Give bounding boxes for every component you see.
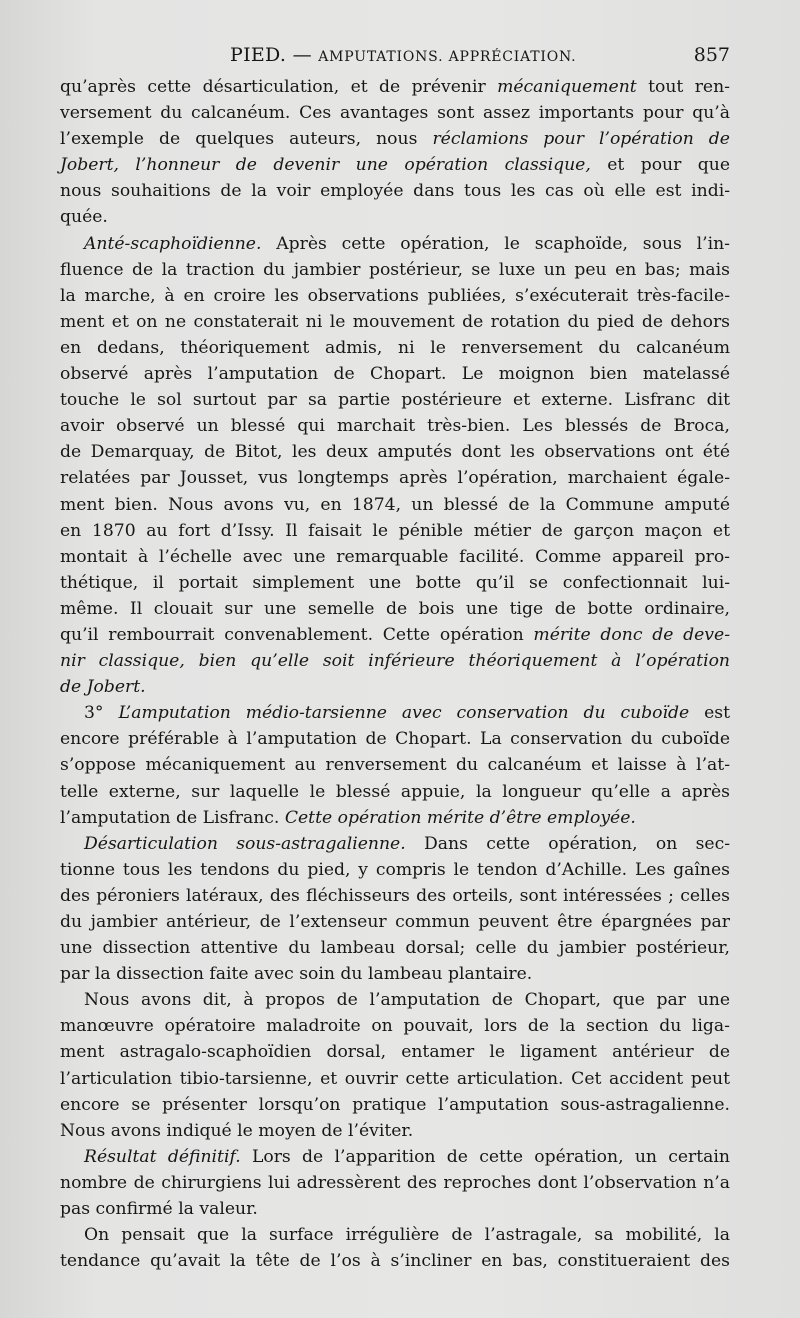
text-segment: Après cette opération, le scaphoïde, sous l’in-: [261, 233, 730, 254]
text-segment: du jambier antérieur, de l’extenseur commun peuvent être épargnées par: [60, 912, 730, 932]
text-line: [60, 439, 730, 465]
text-segment: Nous avons indiqué le moyen de l’éviter.: [60, 1120, 414, 1141]
text-segment: 3°: [84, 703, 119, 724]
text-segment: thétique, il portait simplement une botte qu’il se confectionnait lui-: [60, 572, 730, 593]
text-segment: telle externe, sur laquelle le blessé appuie, la longueur qu’elle a après: [60, 781, 730, 802]
italic-text: nir classique, bien qu’elle soit inférieure théoriquement à l’opération: [60, 651, 730, 672]
text-segment: ment bien. Nous avons vu, en 1874, un blessé de la Commune amputé: [60, 494, 730, 515]
text-segment: et pour que: [590, 155, 730, 176]
text-segment: par la dissection faite avec soin du lambeau plantaire.: [60, 964, 533, 985]
text-line: [60, 883, 730, 909]
text-line: [60, 596, 730, 622]
text-line: [60, 805, 730, 831]
text-segment: qu’après cette désarticulation, et de prévenir: [60, 77, 498, 97]
italic-text: mérite donc de deve-: [533, 624, 730, 645]
text-line: [60, 492, 730, 518]
text-line: [60, 570, 730, 596]
text-line: [60, 857, 730, 883]
text-segment: des péroniers latéraux, des fléchisseurs des orteils, sont intéressées ; celles: [60, 885, 730, 906]
text-line: [60, 204, 730, 230]
italic-text: mécaniquement: [497, 77, 637, 97]
text-line: [60, 726, 730, 752]
text-segment: quée.: [60, 207, 108, 228]
text-line: [60, 622, 730, 648]
italic-text: L’amputation médio-tarsienne avec conservation du cuboïde: [118, 703, 690, 724]
text-line: [60, 1066, 730, 1092]
text-segment: s’oppose mécaniquement au renversement du calcanéum et laisse à l’at-: [60, 755, 730, 776]
text-line: [60, 465, 730, 491]
text-segment: l’amputation de Lisfranc.: [60, 807, 285, 828]
text-line: [60, 257, 730, 283]
text-line: [60, 1248, 730, 1274]
text-line: [60, 935, 730, 961]
text-segment: montait à l’échelle avec une remarquable facilité. Comme appareil pro-: [60, 546, 730, 567]
running-title: [230, 44, 576, 66]
text-segment: est: [689, 703, 730, 724]
text-line: [60, 335, 730, 361]
text-segment: tendance qu’avait la tête de l’os à s’incliner en bas, constitueraient des: [60, 1251, 730, 1272]
text-segment: fluence de la traction du jambier postérieur, se luxe un peu en bas; mais: [60, 259, 730, 280]
text-line: [60, 1222, 730, 1248]
text-segment: l’articulation tibio-tarsienne, et ouvrir cette articulation. Cet accident peut: [60, 1068, 730, 1089]
text-line: [60, 413, 730, 439]
text-line: [60, 1196, 730, 1222]
text-line: [60, 1170, 730, 1196]
text-segment: pas confirmé la valeur.: [60, 1199, 258, 1220]
text-segment: Dans cette opération, on sec-: [405, 833, 730, 854]
text-line: [60, 74, 730, 100]
text-segment: nous souhaitions de la voir employée dans tous les cas où elle est indi-: [60, 181, 730, 202]
text-segment: observé après l’amputation de Chopart. Le moignon bien matelassé: [60, 364, 730, 385]
running-header: [60, 44, 730, 74]
text-segment: encore se présenter lorsqu’on pratique l’amputation sous-astragalienne.: [60, 1094, 730, 1115]
text-line: [60, 961, 730, 987]
text-line: [60, 152, 730, 178]
text-segment: Nous avons dit, à propos de l’amputation de Chopart, que par une: [84, 990, 730, 1011]
italic-text: de Jobert.: [60, 677, 146, 698]
text-segment: relatées par Jousset, vus longtemps après l’opération, marchaient égale-: [60, 468, 730, 489]
running-title-main: PIED. —: [230, 44, 312, 66]
text-line: [60, 1092, 730, 1118]
text-line: [60, 1039, 730, 1065]
text-line: [60, 752, 730, 778]
text-segment: manœuvre opératoire maladroite on pouvait, lors de la section du liga-: [60, 1016, 730, 1037]
text-line: [60, 283, 730, 309]
text-line: [60, 309, 730, 335]
italic-text: Jobert, l’honneur de devenir une opération classique,: [60, 155, 591, 176]
text-segment: qu’il rembourrait convenablement. Cette opération: [60, 624, 534, 645]
text-line: [60, 361, 730, 387]
text-line: [60, 987, 730, 1013]
text-segment: en dedans, théoriquement admis, ni le renversement du calcanéum: [60, 337, 730, 358]
text-segment: versement du calcanéum. Ces avantages sont assez importants pour qu’à: [60, 103, 730, 124]
text-segment: de Demarquay, de Bitot, les deux amputés dont les observations ont été: [60, 442, 730, 463]
text-line: [60, 700, 730, 726]
text-line: [60, 831, 730, 857]
text-segment: Lors de l’apparition de cette opération, un certain: [240, 1146, 730, 1167]
text-segment: avoir observé un blessé qui marchait très-bien. Les blessés de Broca,: [60, 416, 730, 437]
text-line: [60, 178, 730, 204]
text-line: [60, 779, 730, 805]
text-line: [60, 1144, 730, 1170]
text-segment: touche le sol surtout par sa partie postérieure et externe. Lisfranc dit: [60, 390, 730, 411]
text-segment: On pensait que la surface irrégulière de l’astragale, sa mobilité, la: [84, 1225, 730, 1246]
text-segment: nombre de chirurgiens lui adressèrent des reproches dont l’observation n’a: [60, 1172, 730, 1193]
italic-text: Anté-scaphoïdienne.: [84, 233, 262, 254]
text-segment: en 1870 au fort d’Issy. Il faisait le pénible métier de garçon maçon et: [60, 520, 730, 541]
text-segment: la marche, à en croire les observations publiées, s’exécuterait très-facile-: [60, 285, 730, 306]
italic-text: réclamions pour l’opération de: [432, 129, 730, 150]
text-segment: tionne tous les tendons du pied, y compris le tendon d’Achille. Les gaînes: [60, 859, 730, 880]
text-segment: une dissection attentive du lambeau dorsal; celle du jambier postérieur,: [60, 938, 730, 959]
italic-text: Résultat définitif.: [84, 1146, 241, 1167]
text-line: [60, 544, 730, 570]
body-text: [60, 74, 730, 1274]
text-line: [60, 387, 730, 413]
text-segment: ment astragalo-scaphoïdien dorsal, entamer le ligament antérieur de: [60, 1042, 730, 1063]
text-line: [60, 674, 730, 700]
text-line: [60, 126, 730, 152]
text-segment: même. Il clouait sur une semelle de bois une tige de botte ordinaire,: [60, 598, 730, 619]
text-segment: ment et on ne constaterait ni le mouvement de rotation du pied de dehors: [60, 311, 730, 332]
running-title-section: AMPUTATIONS. APPRÉCIATION.: [318, 49, 577, 65]
text-line: [60, 231, 730, 257]
italic-text: Cette opération mérite d’être employée.: [284, 807, 636, 828]
text-line: [60, 518, 730, 544]
text-line: [60, 909, 730, 935]
text-segment: tout ren-: [636, 77, 730, 97]
text-line: [60, 1118, 730, 1144]
text-segment: encore préférable à l’amputation de Chopart. La conservation du cuboïde: [60, 729, 730, 750]
page-number: 857: [693, 44, 730, 66]
text-line: [60, 648, 730, 674]
text-line: [60, 1013, 730, 1039]
text-line: [60, 100, 730, 126]
italic-text: Désarticulation sous-astragalienne.: [84, 833, 406, 854]
text-segment: l’exemple de quelques auteurs, nous: [60, 129, 433, 150]
